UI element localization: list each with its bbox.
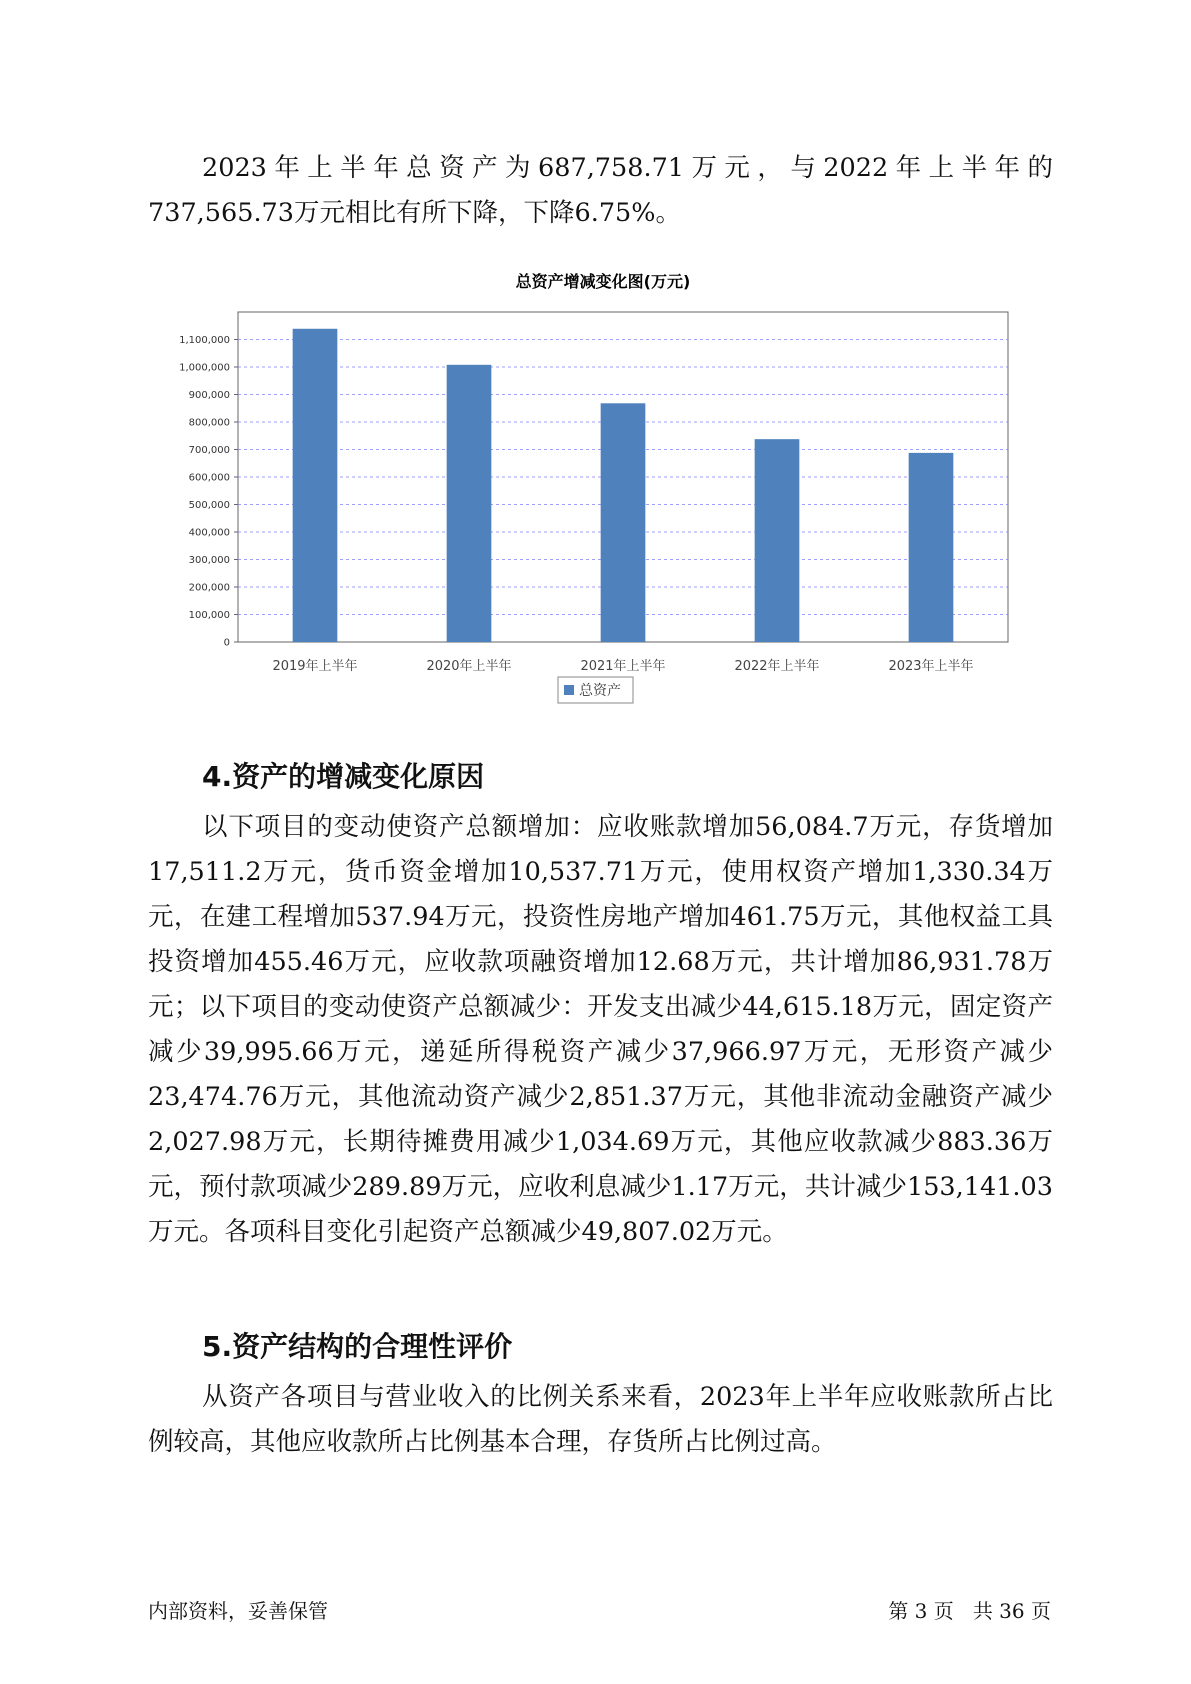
y-tick-label: 0 bbox=[223, 637, 230, 649]
legend-label: 总资产 bbox=[579, 683, 621, 699]
x-category-label: 2023年上半年 bbox=[888, 659, 974, 674]
y-axis-ticks bbox=[179, 335, 238, 649]
total-assets-bar-chart bbox=[148, 262, 1028, 722]
legend bbox=[558, 677, 633, 703]
y-tick-label: 1,000,000 bbox=[179, 362, 230, 374]
section4-paragraph: 以下项目的变动使资产总额增加：应收账款增加56,084.7万元，存货增加17,511.2万元，货币资金增加10,537.71万元，使用权资产增加1,330.34万元，在建工程增加537.94万元，投资性房地产增加461.75万元，其他权益工具投资增加455.46万元，应收款项融资增加12.68万元，共计增加86,931.78万元；以下项目的变动使资产总额减少：开发支出减少44,615.18万元，固定资产减少39,995.66万元，递延所得税资产减少37,966.97万元，无形资产减少23,474.76万元，其他流动资产减少2,851.37万元，其他非流动金融资产减少2,027.98万元，长期待摊费用减少1,034.69万元，其他应收款减少883.36万元，预付款项减少289.89万元，应收利息减少1.17万元，共计减少153,141.03万元。各项科目变化引起资产总额减少49,807.02万元。 bbox=[148, 812, 1053, 1247]
intro-paragraph: 2023年上半年总资产为687,758.71万元，与2022年上半年的737,565.73万元相比有所下降，下降6.75%。 bbox=[148, 153, 1053, 228]
legend-swatch bbox=[564, 685, 574, 695]
y-tick-label: 800,000 bbox=[188, 417, 230, 429]
y-tick-label: 700,000 bbox=[188, 445, 230, 456]
x-axis-categories bbox=[272, 658, 973, 674]
section5-heading: 5.资产结构的合理性评价 bbox=[202, 1330, 513, 1363]
bar bbox=[293, 329, 338, 642]
bar bbox=[601, 403, 646, 642]
section5-paragraph: 从资产各项目与营业收入的比例关系来看，2023年上半年应收账款所占比例较高，其他应收款所占比例基本合理，存货所占比例过高。 bbox=[148, 1382, 1053, 1457]
y-tick-label: 600,000 bbox=[188, 472, 230, 484]
x-category-label: 2020年上半年 bbox=[426, 659, 512, 674]
x-category-label: 2019年上半年 bbox=[272, 659, 358, 674]
y-tick-label: 300,000 bbox=[188, 555, 230, 566]
section4-heading: 4.资产的增减变化原因 bbox=[202, 760, 485, 793]
chart-title: 总资产增减变化图(万元) bbox=[515, 272, 691, 291]
y-tick-label: 100,000 bbox=[188, 610, 230, 621]
y-tick-label: 1,100,000 bbox=[179, 335, 230, 346]
footer-page-number: 第 3 页 共 36 页 bbox=[888, 1599, 1051, 1623]
bar bbox=[447, 365, 492, 642]
footer-confidential-note: 内部资料，妥善保管 bbox=[148, 1599, 328, 1623]
bar bbox=[755, 439, 800, 642]
y-tick-label: 200,000 bbox=[188, 582, 230, 594]
x-category-label: 2021年上半年 bbox=[580, 659, 666, 674]
bar bbox=[909, 453, 954, 642]
y-tick-label: 400,000 bbox=[188, 527, 230, 539]
x-category-label: 2022年上半年 bbox=[734, 659, 820, 674]
y-tick-label: 500,000 bbox=[188, 500, 230, 511]
y-tick-label: 900,000 bbox=[188, 390, 230, 401]
